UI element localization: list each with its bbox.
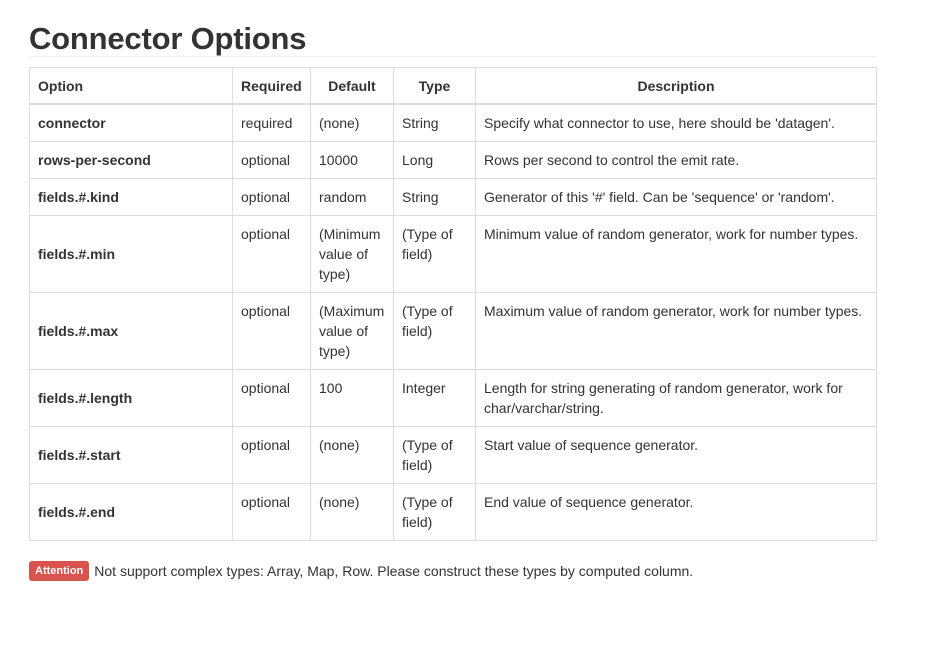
header-default: Default	[311, 68, 394, 105]
option-cell: connector	[30, 104, 233, 142]
header-type: Type	[394, 68, 476, 105]
default-cell: (Minimum value of type)	[311, 216, 394, 293]
type-cell: String	[394, 179, 476, 216]
attention-note	[29, 561, 876, 581]
description-cell: Start value of sequence generator.	[476, 427, 877, 484]
type-cell: (Type of field)	[394, 293, 476, 370]
option-cell: fields.#.kind	[30, 179, 233, 216]
description-cell: Specify what connector to use, here should be 'datagen'.	[476, 104, 877, 142]
default-cell: (none)	[311, 104, 394, 142]
header-required: Required	[233, 68, 311, 105]
type-cell: (Type of field)	[394, 484, 476, 541]
option-cell: fields.#.min	[30, 216, 233, 293]
default-cell: (Maximum value of type)	[311, 293, 394, 370]
required-cell: optional	[233, 293, 311, 370]
page-content	[29, 0, 876, 581]
required-cell: optional	[233, 484, 311, 541]
header-option: Option	[30, 68, 233, 105]
type-cell: (Type of field)	[394, 216, 476, 293]
option-cell: fields.#.max	[30, 293, 233, 370]
attention-text: Not support complex types: Array, Map, Row. Please construct these types by computed column.	[94, 563, 694, 579]
description-cell: Minimum value of random generator, work for number types.	[476, 216, 877, 293]
table-header-row	[30, 68, 877, 105]
description-cell: End value of sequence generator.	[476, 484, 877, 541]
type-cell: Long	[394, 142, 476, 179]
description-cell: Maximum value of random generator, work for number types.	[476, 293, 877, 370]
option-cell: fields.#.end	[30, 484, 233, 541]
table-row	[30, 216, 877, 293]
default-cell: random	[311, 179, 394, 216]
type-cell: Integer	[394, 370, 476, 427]
type-cell: (Type of field)	[394, 427, 476, 484]
connector-options-table	[29, 67, 877, 541]
table-row	[30, 293, 877, 370]
table-row	[30, 484, 877, 541]
description-cell: Rows per second to control the emit rate.	[476, 142, 877, 179]
table-row	[30, 104, 877, 142]
option-cell: fields.#.length	[30, 370, 233, 427]
table-row	[30, 427, 877, 484]
required-cell: optional	[233, 216, 311, 293]
type-cell: String	[394, 104, 476, 142]
description-cell: Length for string generating of random generator, work for char/varchar/string.	[476, 370, 877, 427]
table-row	[30, 142, 877, 179]
description-cell: Generator of this '#' field. Can be 'sequence' or 'random'.	[476, 179, 877, 216]
default-cell: 10000	[311, 142, 394, 179]
page-title: Connector Options	[29, 0, 876, 57]
default-cell: 100	[311, 370, 394, 427]
required-cell: optional	[233, 142, 311, 179]
default-cell: (none)	[311, 484, 394, 541]
required-cell: optional	[233, 179, 311, 216]
option-cell: fields.#.start	[30, 427, 233, 484]
table-row	[30, 370, 877, 427]
attention-badge: Attention	[29, 561, 89, 581]
option-cell: rows-per-second	[30, 142, 233, 179]
table-row	[30, 179, 877, 216]
required-cell: optional	[233, 370, 311, 427]
required-cell: optional	[233, 427, 311, 484]
default-cell: (none)	[311, 427, 394, 484]
header-description: Description	[476, 68, 877, 105]
required-cell: required	[233, 104, 311, 142]
